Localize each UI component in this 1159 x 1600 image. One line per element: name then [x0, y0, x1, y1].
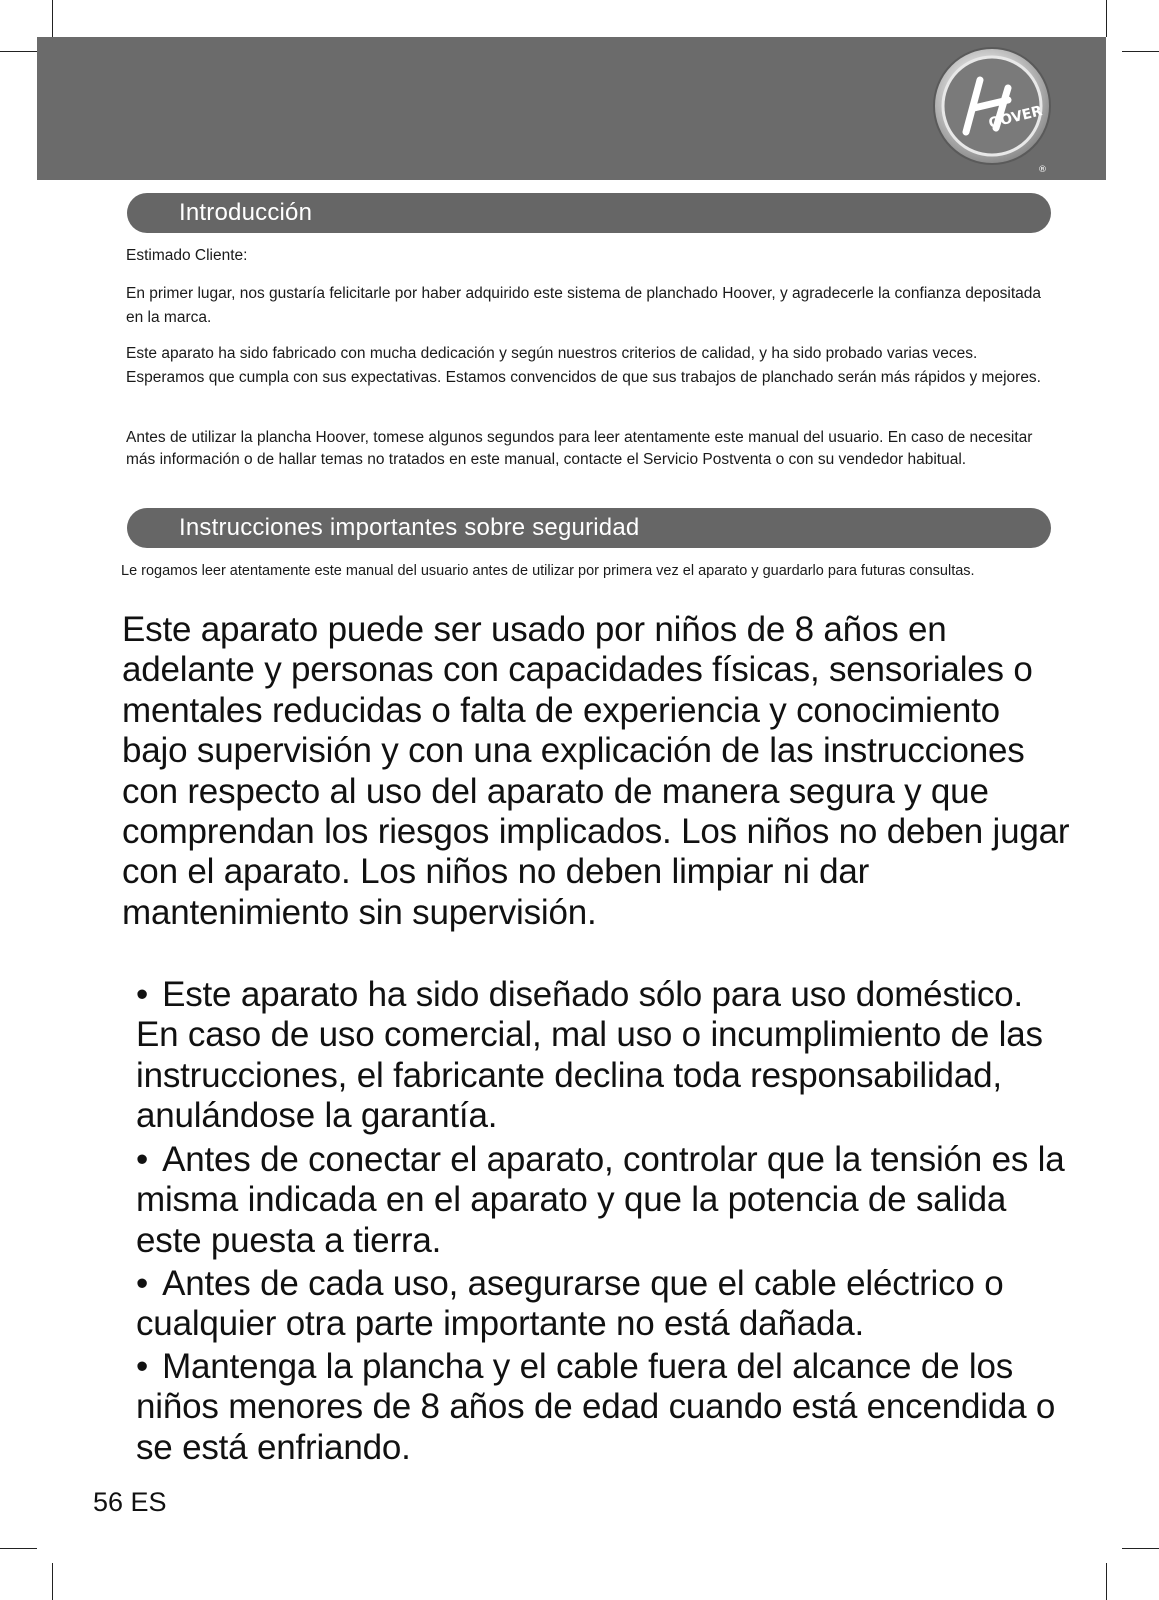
- hoover-logo: [930, 44, 1062, 176]
- intro-paragraph-1: En primer lugar, nos gustaría felicitarle por haber adquirido este sistema de planchado Hoover, y agradecerle la confianza depositada en la marca.: [126, 285, 1042, 326]
- bullet-dot: •: [136, 1264, 149, 1303]
- bullet-dot: •: [136, 975, 149, 1014]
- crop-mark: [1106, 1563, 1107, 1600]
- safety-bullet-text: Antes de cada uso, asegurarse que el cable eléctrico o cualquier otra parte importante no está dañada.: [136, 1264, 1004, 1344]
- safety-note: Le rogamos leer atentamente este manual del usuario antes de utilizar por primera vez el aparato y guardarlo para futuras consultas.: [121, 563, 975, 579]
- safety-bullet-item: [136, 1140, 1066, 1261]
- crop-mark: [1106, 0, 1107, 37]
- safety-bullet-text: Mantenga la plancha y el cable fuera del alcance de los niños menores de 8 años de edad cuando está encendida o se está enfriando.: [136, 1347, 1056, 1467]
- bullet-dot: •: [136, 1347, 149, 1386]
- section-heading-introduccion: Introducción: [127, 193, 1051, 233]
- crop-mark: [1122, 51, 1159, 52]
- safety-bullet-item: [136, 1264, 1066, 1345]
- crop-mark: [52, 0, 53, 37]
- crop-mark: [52, 1563, 53, 1600]
- page-number: 56 ES: [93, 1487, 167, 1517]
- safety-bullet-item: [136, 1347, 1066, 1468]
- safety-bullet-text: Antes de conectar el aparato, controlar que la tensión es la misma indicada en el aparato y que la potencia de salida este puesta a tierra.: [136, 1140, 1065, 1260]
- crop-mark: [0, 51, 37, 52]
- intro-paragraph-3: Antes de utilizar la plancha Hoover, tomese algunos segundos para leer atentamente este manual del usuario. En caso de necesitar más información o de hallar temas no tratados en este manual, contacte el Servicio Postventa o con su vendedor habitual.: [126, 429, 1033, 468]
- registered-mark: ®: [1038, 165, 1047, 175]
- section-heading-seguridad: Instrucciones importantes sobre seguridad: [127, 508, 1051, 548]
- intro-paragraph-2: Este aparato ha sido fabricado con mucha dedicación y según nuestros criterios de calidad, y ha sido probado varias veces. Esperamos que cumpla con sus expectativas. Estamos convencidos de que sus trabajos de planchado serán más rápidos y mejores.: [126, 345, 1041, 386]
- crop-mark: [1122, 1548, 1159, 1549]
- safety-bullet-item: [136, 975, 1066, 1137]
- crop-mark: [0, 1548, 37, 1549]
- svg-text:OOVER: OOVER: [987, 103, 1044, 132]
- safety-bullet-text: Este aparato ha sido diseñado sólo para uso doméstico. En caso de uso comercial, mal uso o incumplimiento de las instrucciones, el fabricante declina toda responsabilidad, anulándose la garantía.: [136, 975, 1043, 1136]
- bullet-dot: •: [136, 1140, 149, 1179]
- greeting: Estimado Cliente:: [126, 247, 248, 264]
- safety-main-paragraph: Este aparato puede ser usado por niños de 8 años en adelante y personas con capacidades físicas, sensoriales o mentales reducidas o falta de experiencia y conocimiento bajo supervisión y con una explicación de las instrucciones con respecto al uso del aparato de manera segura y que comprendan los riesgos implicados. Los niños no deben jugar con el aparato. Los niños no deben limpiar ni dar mantenimiento sin supervisión.: [122, 610, 1070, 932]
